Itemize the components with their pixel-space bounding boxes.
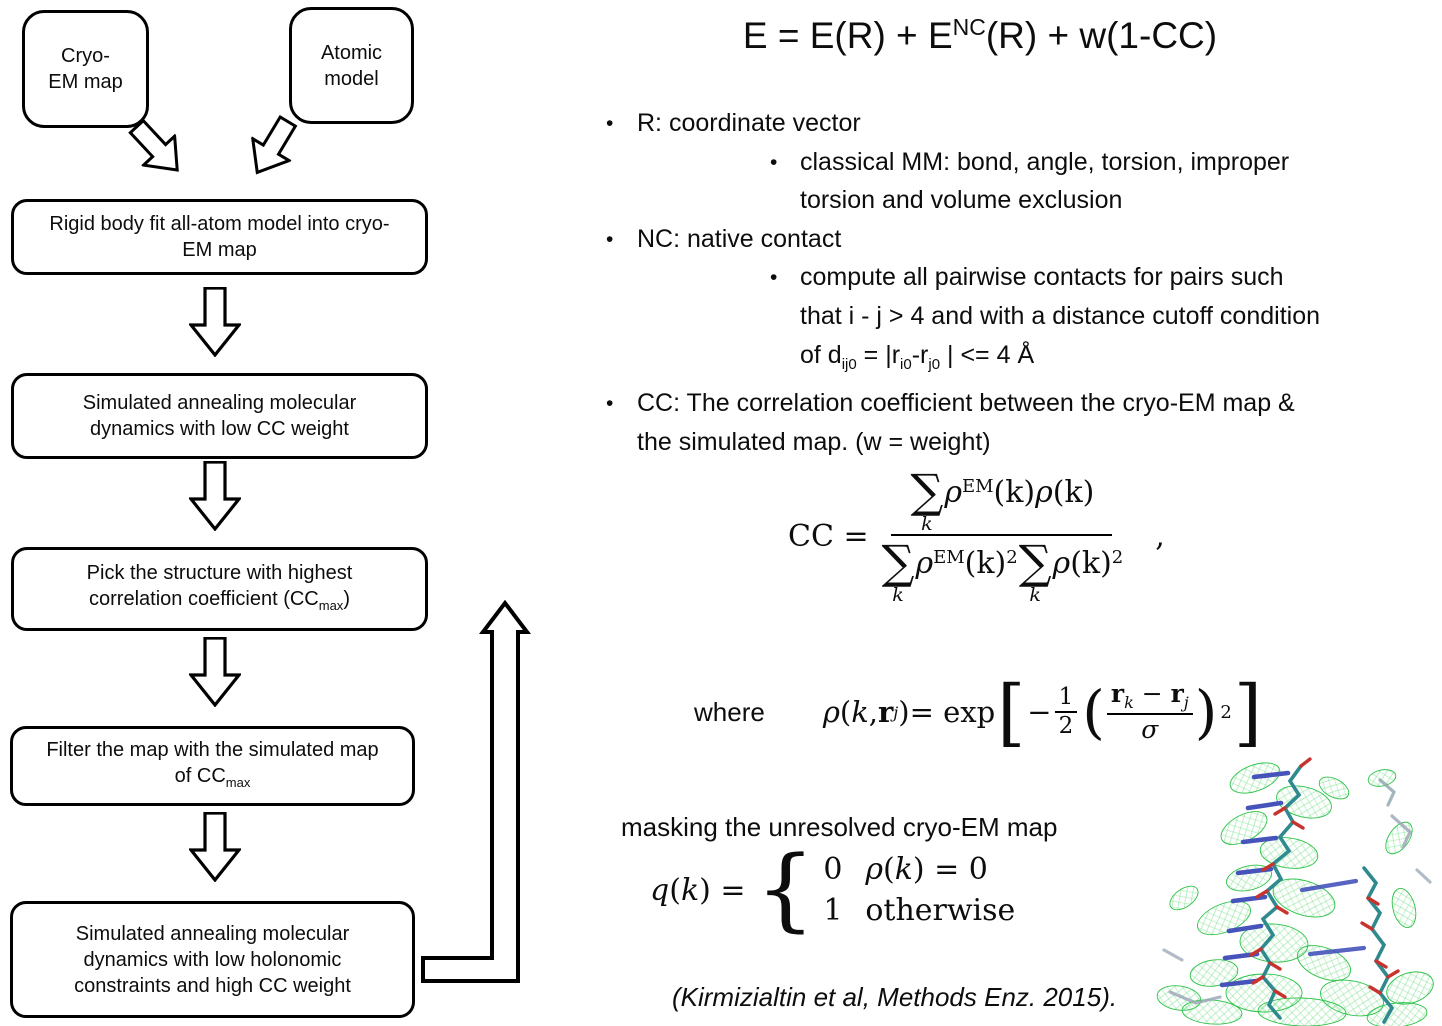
- bullet-text: NC: native contact: [637, 224, 842, 253]
- bullet-dot: •: [770, 150, 778, 174]
- box-text-line: dynamics with low CC weight: [90, 418, 349, 440]
- down-arrow-icon: [189, 461, 241, 536]
- bullet-text-continuation: torsion and volume exclusion: [800, 186, 1123, 215]
- energy-equation: $E = E(R) + E^{NC}(R) + w(1-CC)$: [742, 14, 1218, 56]
- down-arrow-icon: [189, 287, 241, 362]
- rho-symbol: ρ: [1035, 475, 1053, 510]
- rho-symbol: ρ: [915, 546, 934, 581]
- rho-symbol: ρ: [1052, 546, 1071, 581]
- case-row: 0 ρ(k) = 0: [823, 852, 988, 887]
- cc-lhs: CC =: [788, 519, 869, 554]
- one-half-fraction: $\frac{1}{2}$: [1055, 685, 1078, 740]
- bullet-text: classical MM: bond, angle, torsion, improper: [800, 147, 1290, 176]
- bullet-item-nc: [600, 220, 1442, 259]
- rho-symbol: ρ: [822, 695, 840, 729]
- rho-equation-row: [694, 664, 1264, 760]
- box-text-line: model: [324, 67, 379, 90]
- box-text-line: Cryo-: [61, 45, 110, 67]
- math-expression: $\rho^{EM}(k)^2$: [915, 546, 1018, 581]
- flowchart-box-rigid-body-fit: [11, 199, 428, 275]
- r-sigma-fraction: $\frac{r_k - r_j}{\sigma}$: [1107, 680, 1193, 743]
- bullet-dot: •: [606, 392, 614, 416]
- box-text-line: dynamics with low holonomic: [83, 948, 342, 971]
- flowchart-box-sa-low-cc: [11, 373, 428, 459]
- bullet-text: R: coordinate vector: [637, 109, 861, 137]
- cc-denominator: [881, 536, 1124, 605]
- box-text-line: Rigid body fit all-atom model into cryo-: [49, 213, 390, 235]
- box-text-line: EM map: [48, 71, 123, 93]
- sum-symbol: ∑ k: [910, 464, 944, 535]
- down-arrow-icon: [189, 812, 241, 887]
- r-vector: r: [878, 695, 894, 729]
- nc-superscript: NC: [952, 14, 986, 40]
- box-text-line: Simulated annealing molecular: [82, 392, 357, 414]
- box-text-line: Pick the structure with highest: [86, 561, 353, 584]
- flowchart-box-cryo-em-map: [22, 10, 149, 128]
- box-text-line: of $CC_{max}$: [174, 764, 251, 790]
- bullet-list: [600, 104, 1442, 461]
- bullet-item-classical-mm: [600, 143, 1442, 182]
- em-superscript: EM: [933, 547, 965, 568]
- flowchart-box-atomic-model: [289, 7, 414, 124]
- case-row: 1 otherwise: [823, 893, 1016, 928]
- where-label: where: [694, 696, 765, 727]
- bullet-text-continuation: that i - j > 4 and with a distance cutoff condition: [800, 301, 1320, 330]
- flowchart-box-filter-map: [10, 726, 415, 806]
- box-text-line: Atomic: [320, 41, 383, 64]
- cases-block: [823, 852, 1015, 928]
- cc-equation: [788, 464, 1165, 606]
- sum-symbol: ∑ k: [881, 535, 915, 606]
- bullet-text-continuation: the simulated map. (w = weight): [637, 427, 991, 456]
- bullet-item-pairwise-contacts: [600, 258, 1442, 297]
- rho-equation: ρ ( k , r j ) = exp [ − $\frac{1}{2}$ ( $\frac{r_k - r_j}{\sigma}$ ) 2 ]: [822, 669, 1262, 755]
- box-text-line: EM map: [182, 239, 257, 261]
- bullet-text: compute all pairwise contacts for pairs such: [800, 263, 1284, 292]
- masking-note: masking the unresolved cryo-EM map: [621, 812, 1058, 842]
- bullet-text-distance-cutoff: of $d_{ij0} = |r_{i0}-r_{j0}$ | <= 4 Å: [800, 340, 1035, 373]
- bullet-dot: •: [770, 266, 778, 290]
- minus-sign: −: [1027, 695, 1052, 729]
- comma: ,: [1155, 519, 1165, 554]
- citation: (Kirmizialtin et al, Methods Enz. 2015).: [672, 982, 1118, 1012]
- bullet-item-cc: [600, 384, 1442, 423]
- diagonal-arrow-right-icon: [234, 108, 309, 191]
- em-superscript: EM: [961, 476, 994, 497]
- flowchart-box-sa-high-cc: [10, 901, 415, 1018]
- flowchart-box-pick-structure: [11, 547, 428, 631]
- molecular-structure-image: [1152, 750, 1442, 1026]
- math-expression: $\rho^{EM}(k)\rho(k)$: [944, 475, 1095, 510]
- cc-numerator: [891, 464, 1112, 536]
- bullet-text: CC: The correlation coefficient between the cryo-EM map &: [637, 389, 1295, 418]
- q-equation: q(k) = { 0 ρ(k) = 0 1 otherwise: [650, 837, 1016, 942]
- q-lhs: q(k) =: [650, 872, 746, 908]
- cc-fraction: [881, 464, 1124, 606]
- squared-superscript: 2: [1220, 701, 1232, 723]
- box-text-line: Simulated annealing molecular: [75, 922, 350, 945]
- math-expression: $\rho(k)^2$: [1052, 546, 1124, 581]
- sum-symbol: ∑ k: [1018, 535, 1052, 606]
- box-text-line: correlation coefficient $(CC_{max})$: [89, 587, 350, 613]
- rho-symbol: ρ: [944, 475, 962, 510]
- box-text-line: Filter the map with the simulated map: [46, 738, 379, 761]
- rho-symbol: ρ: [865, 852, 883, 887]
- bullet-dot: •: [606, 227, 614, 251]
- bullet-item-r: [600, 104, 1442, 143]
- bullet-dot: •: [606, 112, 614, 135]
- loop-arrow-icon: [420, 598, 535, 995]
- box-text-line: constraints and high CC weight: [74, 974, 351, 997]
- sigma-symbol: σ: [1141, 715, 1159, 745]
- down-arrow-icon: [189, 637, 241, 712]
